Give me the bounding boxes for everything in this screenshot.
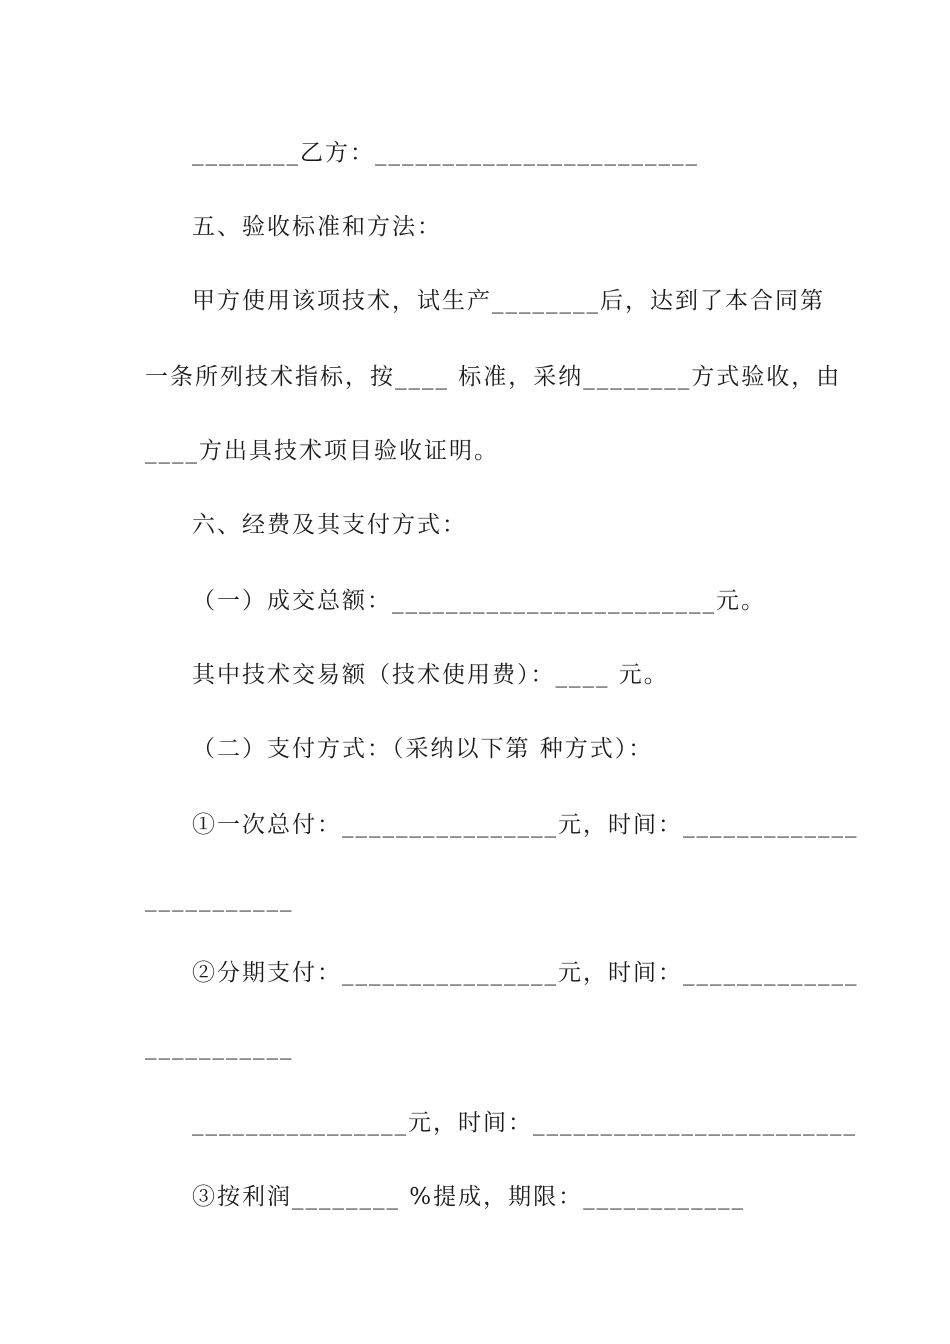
technology-fee-line: 其中技术交易额（技术使用费）：____ 元。 xyxy=(192,662,669,688)
profit-share-line: ③按利润________ %提成，期限：____________ xyxy=(192,1184,746,1210)
installment-continuation-line: ___________ xyxy=(145,1034,294,1060)
installment-payment-line: ②分期支付：________________元，时间：_____________ xyxy=(192,960,859,986)
acceptance-paragraph-line-2: 一条所列技术指标，按____ 标准，采纳________方式验收，由 xyxy=(145,364,842,390)
lump-sum-payment-line: ①一次总付：________________元，时间：_____________ xyxy=(192,812,859,838)
acceptance-paragraph-line-1: 甲方使用该项技术，试生产________后，达到了本合同第 xyxy=(192,288,825,314)
party-b-line: ________乙方：________________________ xyxy=(192,140,699,166)
total-amount-line: （一）成交总额：________________________元。 xyxy=(192,588,766,614)
section-five-heading: 五、验收标准和方法： xyxy=(192,214,442,240)
acceptance-paragraph-line-3: ____方出具技术项目验收证明。 xyxy=(145,438,499,464)
payment-method-line: （二）支付方式：（采纳以下第 种方式）： xyxy=(192,736,654,762)
lump-sum-continuation-line: ___________ xyxy=(145,886,294,912)
section-six-heading: 六、经费及其支付方式： xyxy=(192,512,467,538)
installment-amount-time-line: ________________元，时间：________________________ xyxy=(192,1110,857,1136)
